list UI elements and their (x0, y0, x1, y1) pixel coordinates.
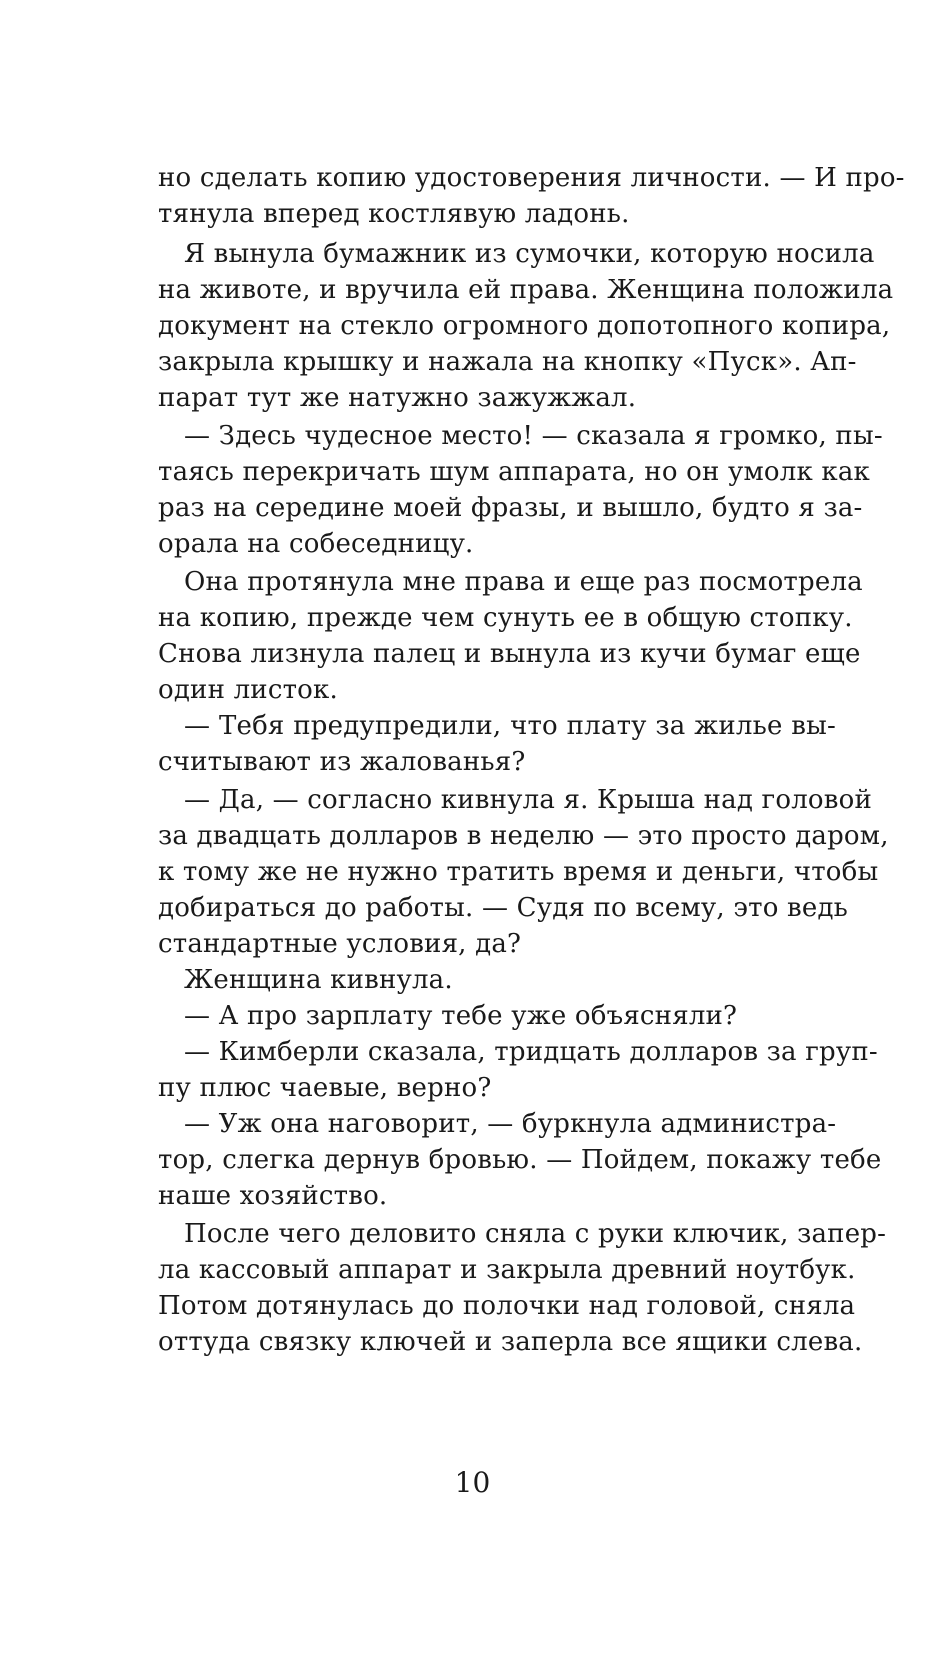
text-line: документ на стекло огромного допотопного копира, (158, 311, 891, 341)
text-line: ла кассовый аппарат и закрыла древний ноутбук. (158, 1255, 856, 1285)
text-line: Я вынула бумажник из сумочки, которую носила (184, 239, 875, 269)
text-line: — А про зарплату тебе уже объясняли? (184, 1001, 738, 1031)
text-line: на копию, прежде чем сунуть ее в общую стопку. (158, 603, 853, 633)
text-line: Снова лизнула палец и вынула из кучи бумаг еще (158, 639, 861, 669)
text-line: за двадцать долларов в неделю — это просто даром, (158, 821, 889, 851)
text-line: пу плюс чаевые, верно? (158, 1073, 492, 1103)
text-line: таясь перекричать шум аппарата, но он умолк как (158, 457, 871, 487)
text-line: считывают из жалованья? (158, 747, 526, 777)
text-line: стандартные условия, да? (158, 929, 522, 959)
text-line: парат тут же натужно зажужжал. (158, 383, 637, 413)
text-line: Она протянула мне права и еще раз посмотрела (184, 567, 863, 597)
text-line: раз на середине моей фразы, и вышло, будто я за- (158, 493, 863, 523)
text-line: но сделать копию удостоверения личности. — И про- (158, 163, 905, 193)
text-line: оттуда связку ключей и заперла все ящики слева. (158, 1327, 863, 1357)
text-line: на животе, и вручила ей права. Женщина положила (158, 275, 894, 305)
page-number: 10 (454, 1466, 491, 1499)
text-line: Потом дотянулась до полочки над головой, сняла (158, 1291, 856, 1321)
text-line: закрыла крышку и нажала на кнопку «Пуск». Ап- (158, 347, 857, 377)
text-line: — Здесь чудесное место! — сказала я громко, пы- (184, 421, 883, 451)
text-line: — Уж она наговорит, — буркнула администра- (184, 1109, 837, 1139)
text-line: один листок. (158, 675, 338, 705)
text-line: наше хозяйство. (158, 1181, 388, 1211)
text-line: добираться до работы. — Судя по всему, это ведь (158, 893, 849, 923)
text-line: После чего деловито сняла с руки ключик, запер- (184, 1219, 887, 1249)
text-line: тянула вперед костлявую ладонь. (158, 199, 630, 229)
text-line: орала на собеседницу. (158, 529, 474, 559)
text-line: Женщина кивнула. (184, 965, 453, 995)
text-line: — Да, — согласно кивнула я. Крыша над головой (184, 785, 872, 815)
text-line: тор, слегка дернув бровью. — Пойдем, покажу тебе (158, 1145, 882, 1175)
text-line: — Тебя предупредили, что плату за жилье вы- (184, 711, 836, 741)
text-line: — Кимберли сказала, тридцать долларов за груп- (184, 1037, 878, 1067)
text-line: к тому же не нужно тратить время и деньги, чтобы (158, 857, 879, 887)
